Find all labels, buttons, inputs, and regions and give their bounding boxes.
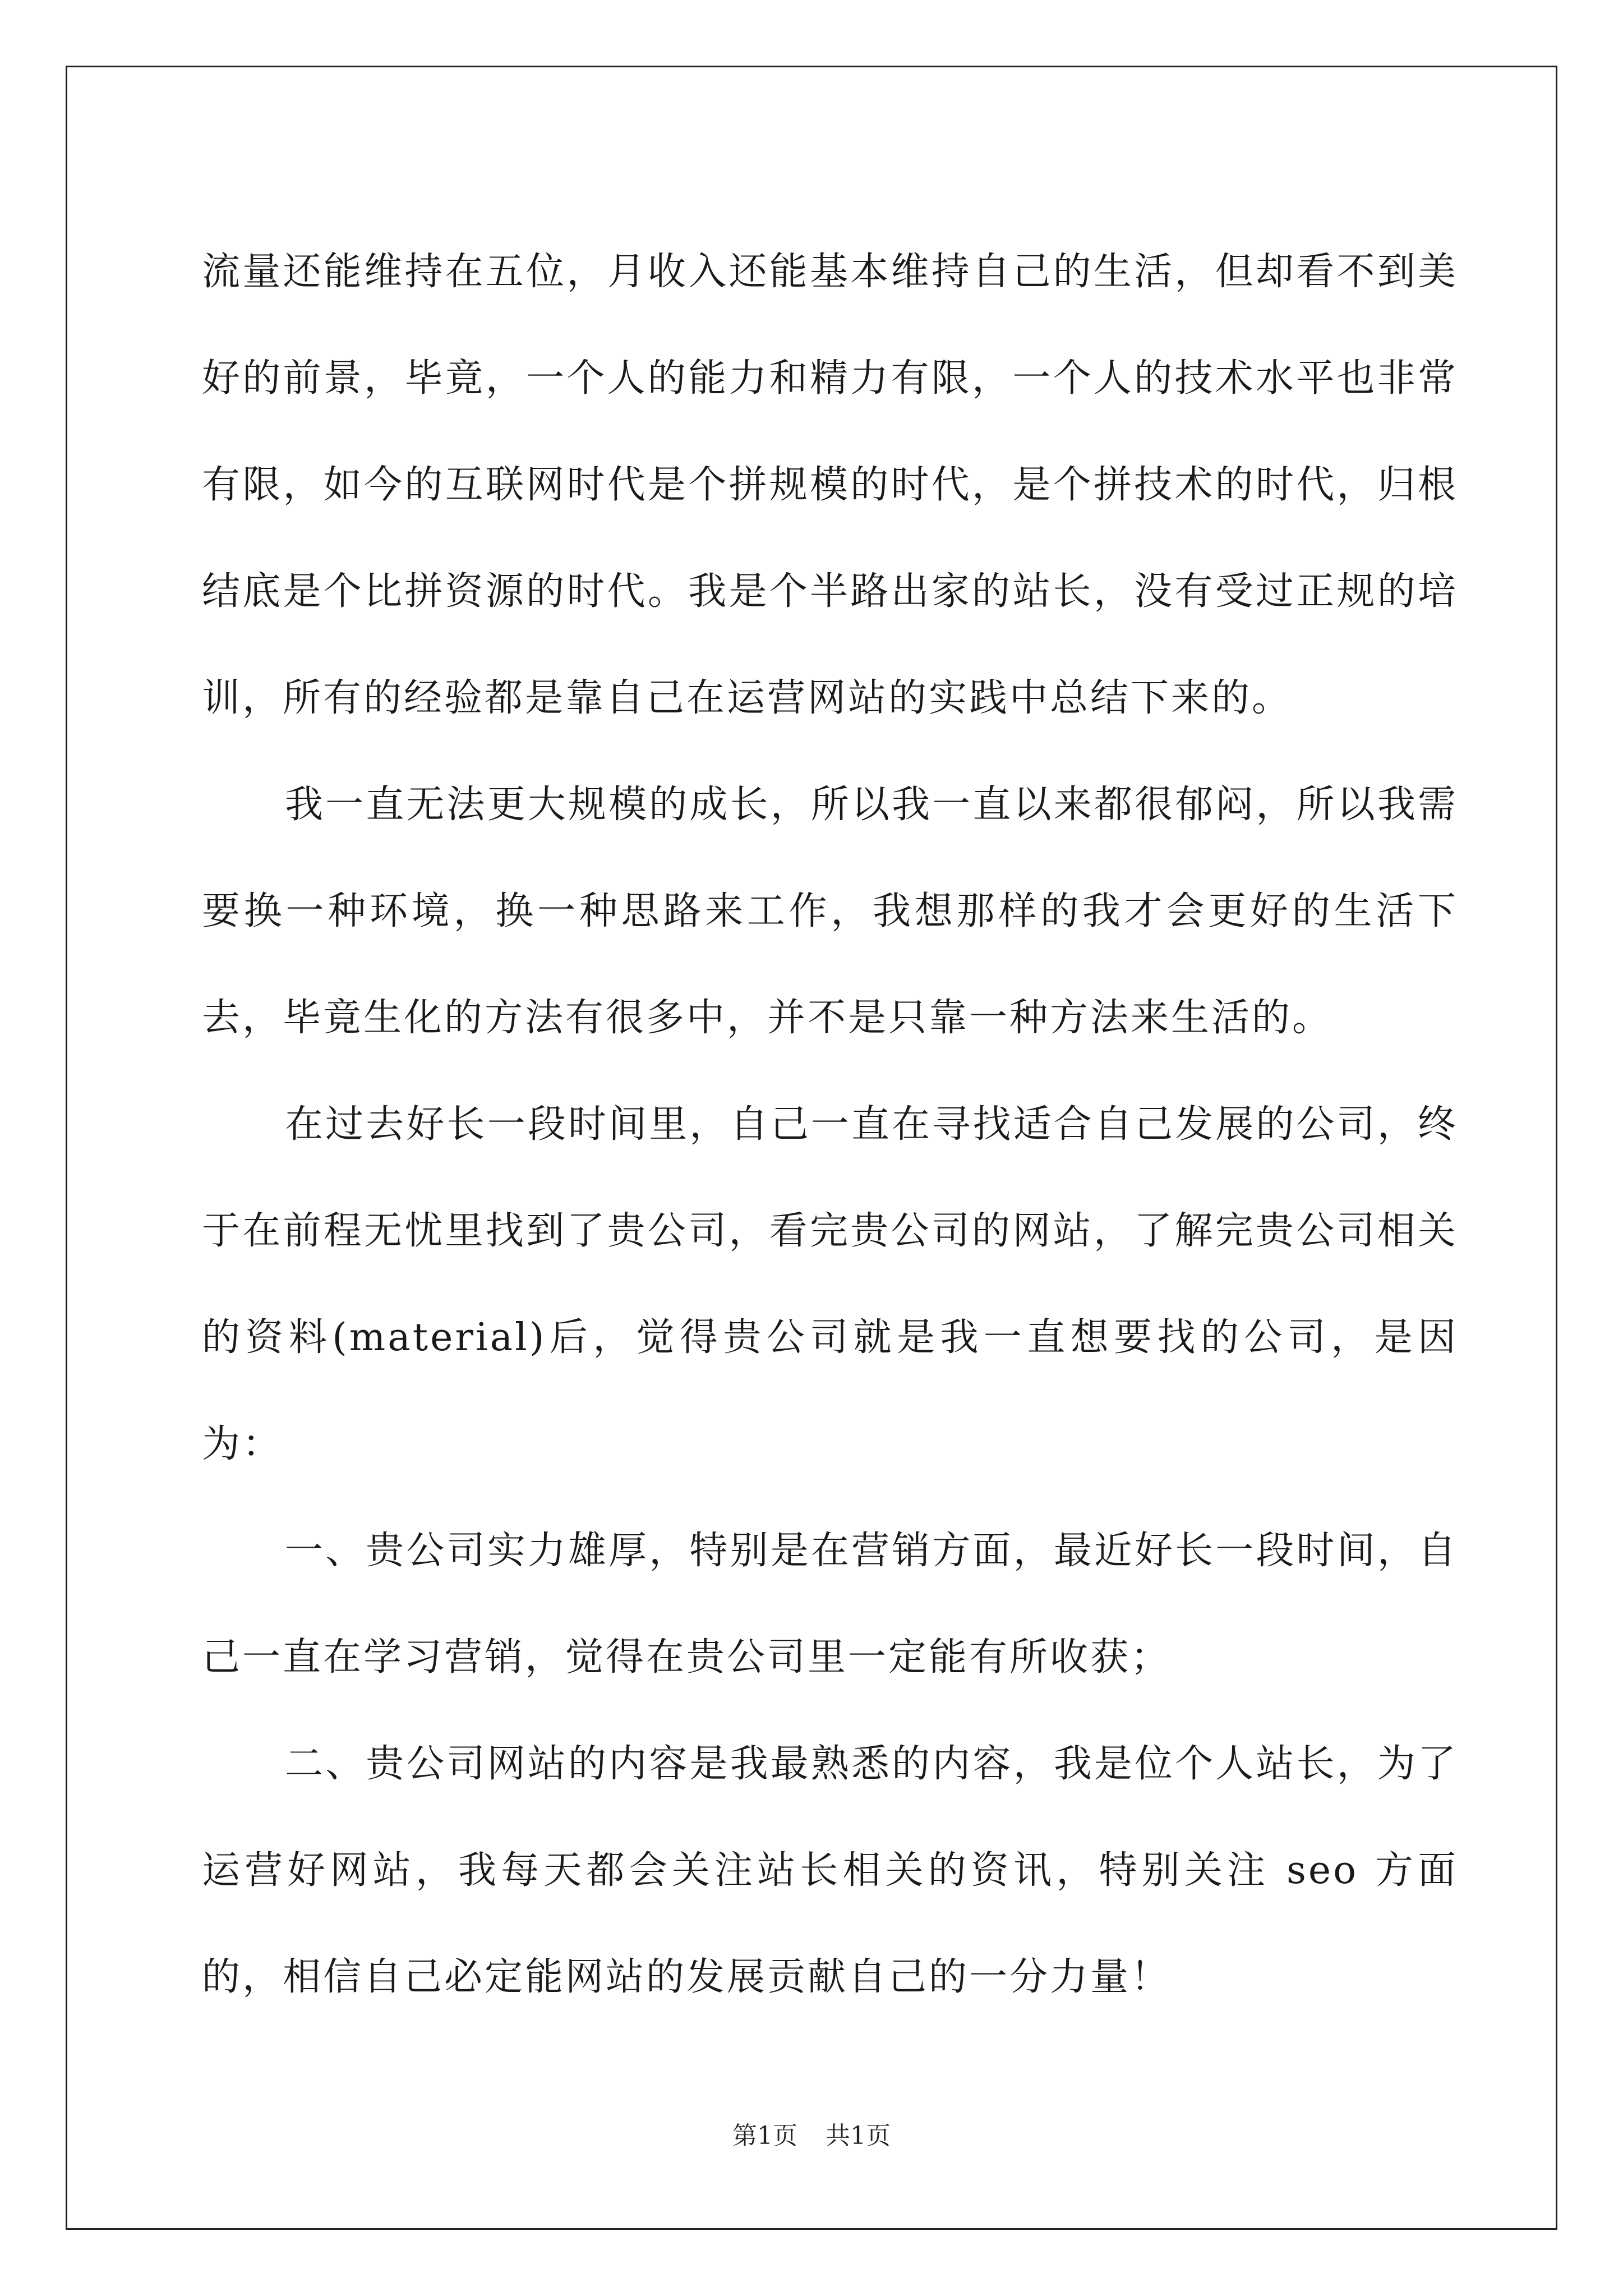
paragraph-4: 一、贵公司实力雄厚，特别是在营销方面，最近好长一段时间，自己一直在学习营销，觉得在贵公司里一定能有所收获； <box>202 1529 1458 1680</box>
page-number-total: 共1页 <box>826 2122 891 2150</box>
paragraph-2: 我一直无法更大规模的成长，所以我一直以来都很郁闷，所以我需要换一种环境，换一种思路来工作，我想那样的我才会更好的生活下去，毕竟生化的方法有很多中，并不是只靠一种方法来生活的。 <box>202 783 1458 1040</box>
document-body <box>202 219 1458 2031</box>
page-number-current: 第1页 <box>732 2122 797 2150</box>
page-footer <box>0 2119 1623 2153</box>
paragraph-1: 流量还能维持在五位，月收入还能基本维持自己的生活，但却看不到美好的前景，毕竟，一个人的能力和精力有限，一个人的技术水平也非常有限，如今的互联网时代是个拼规模的时代，是个拼技术的时代，归根结底是个比拼资源的时代。我是个半路出家的站长，没有受过正规的培训，所有的经验都是靠自己在运营网站的实践中总结下来的。 <box>202 250 1458 720</box>
paragraph-3: 在过去好长一段时间里，自己一直在寻找适合自己发展的公司，终于在前程无忧里找到了贵公司，看完贵公司的网站，了解完贵公司相关的资料(material)后，觉得贵公司就是我一直想要找的公司，是因为： <box>202 1102 1458 1466</box>
paragraph-5: 二、贵公司网站的内容是我最熟悉的内容，我是位个人站长，为了运营好网站，我每天都会关注站长相关的资讯，特别关注 seo 方面的，相信自己必定能网站的发展贡献自己的一分力量！ <box>202 1742 1458 1999</box>
